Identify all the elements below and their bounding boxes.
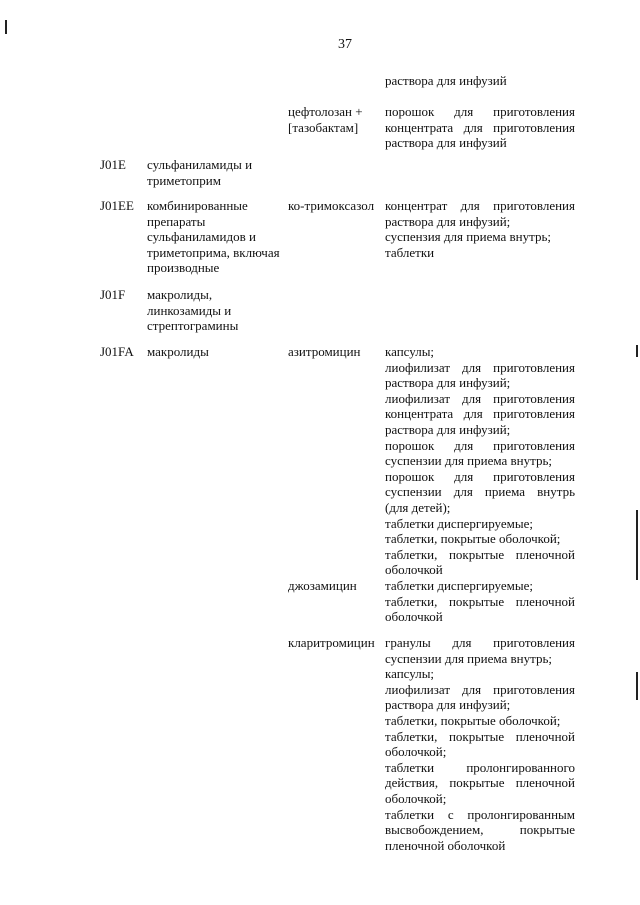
- dosage-form-item: таблетки с пролонгированным высвобождением, покрытые пленочной оболочкой: [385, 806, 575, 853]
- dosage-forms: [385, 104, 575, 151]
- dosage-form-item: таблетки диспергируемые;: [385, 578, 533, 593]
- atc-code: J01EE: [100, 198, 134, 213]
- scan-margin-mark: [5, 20, 7, 34]
- dosage-form-item: таблетки, покрытые оболочкой;: [385, 531, 561, 547]
- drug-name: цефтолозан + [тазобактам]: [288, 104, 363, 135]
- dosage-forms: [385, 198, 575, 260]
- dosage-form-item: порошок для приготовления концентрата для приготовления раствора для инфузий: [385, 104, 575, 151]
- group-name: макролиды: [147, 344, 209, 359]
- scan-margin-mark: [636, 510, 638, 580]
- dosage-form-item: гранулы для приготовления суспензии для приема внутрь;: [385, 635, 575, 666]
- dosage-form-item: лиофилизат для приготовления концентрата для приготовления раствора для инфузий;: [385, 390, 575, 437]
- dosage-form-item: таблетки, покрытые оболочкой;: [385, 712, 561, 728]
- dosage-form-item: таблетки, покрытые пленочной оболочкой;: [385, 728, 575, 760]
- dosage-form-item: концентрат для приготовления раствора для инфузий;: [385, 198, 575, 229]
- dosage-form-item: таблетки, покрытые пленочной оболочкой: [385, 593, 575, 625]
- drug-name: ко-тримоксазол: [288, 198, 375, 213]
- scan-margin-mark: [636, 345, 638, 357]
- dosage-form-item: капсулы;: [385, 666, 435, 682]
- dosage-form-item: лиофилизат для приготовления раствора для инфузий;: [385, 359, 575, 391]
- drug-name: джозамицин: [288, 578, 357, 593]
- dosage-forms: [385, 73, 575, 89]
- page-number: 37: [338, 37, 352, 52]
- atc-code: J01FA: [100, 344, 134, 359]
- group-name: сульфаниламиды и триметоприм: [147, 157, 253, 188]
- atc-code: J01F: [100, 287, 126, 302]
- dosage-form-item: таблетки: [385, 244, 435, 260]
- group-name: комбинированные препараты сульфаниламидов и триметоприма, включая производные: [147, 198, 280, 276]
- dosage-form-item: порошок для приготовления суспензии для приема внутрь;: [385, 437, 575, 469]
- dosage-form-item: капсулы;: [385, 344, 435, 359]
- atc-code: J01E: [100, 157, 126, 172]
- dosage-forms: [385, 344, 575, 578]
- dosage-form-item: порошок для приготовления суспензии для приема внутрь (для детей);: [385, 468, 575, 515]
- dosage-form-item: лиофилизат для приготовления раствора для инфузий;: [385, 681, 575, 713]
- dosage-forms: [385, 635, 575, 853]
- drug-name: азитромицин: [288, 344, 361, 359]
- group-name: макролиды, линкозамиды и стрептограмины: [147, 287, 239, 334]
- dosage-form-item: таблетки пролонгированного действия, покрытые пленочной оболочкой;: [385, 759, 575, 806]
- dosage-form-item: суспензия для приема внутрь;: [385, 229, 552, 245]
- drug-name: кларитромицин: [288, 635, 375, 650]
- dosage-form-item: раствора для инфузий: [385, 73, 507, 88]
- dosage-forms: [385, 578, 575, 625]
- dosage-form-item: таблетки, покрытые пленочной оболочкой: [385, 546, 575, 578]
- dosage-form-item: таблетки диспергируемые;: [385, 515, 533, 531]
- scan-margin-mark: [636, 672, 638, 700]
